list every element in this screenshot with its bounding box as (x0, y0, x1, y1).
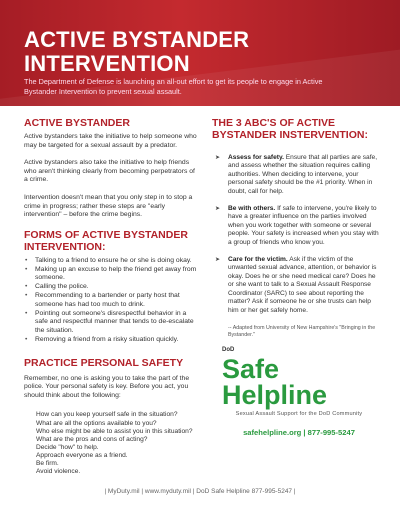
list-item: Decide "how" to help. (36, 443, 99, 451)
page-subtitle: The Department of Defense is launching an all-out effort to get its people to engage in Active Bystander Intervention to prevent sexual assault. (24, 77, 323, 96)
abc-item-lead: Assess for safety. (228, 154, 284, 161)
list-item: • Pointing out someone's disrespectful behavior in a safe and respectful manner that tends to de-escalate the situation. (24, 310, 200, 336)
abc-item-lead: Care for the victim. (228, 256, 288, 264)
list-item: • Calling the police. (24, 283, 200, 292)
logo-tagline: Sexual Assault Support for the DoD Community (235, 411, 363, 417)
adapted-note: -- Adapted from University of New Hampshire's "Bringing in the Bystander." (228, 324, 376, 338)
arrow-bullet-icon: ➤ (215, 155, 221, 161)
list-item: What are all the options available to you? (36, 419, 157, 427)
list-item: What are the pros and cons of acting? (36, 435, 148, 443)
abc-item-lead: Be with others. (228, 205, 276, 213)
active-bystander-paragraph: Intervention doesn't mean that you only step in to stop a crime in progress; rather these steps are "early intervention" – before the crime begins. (24, 193, 193, 219)
list-item: Approach everyone as a friend. (36, 451, 128, 459)
list-item: How can you keep yourself safe in the situation? (36, 411, 178, 419)
list-item: • Recommending to a bartender or party host that someone has had too much to drink. (24, 292, 200, 309)
logo-org: DoD (222, 347, 235, 353)
personal-safety-list (36, 411, 200, 476)
safe-helpline-logo (222, 345, 378, 445)
logo-word-safe: Safe (222, 354, 280, 384)
abc-heading: THE 3 ABC'S OF ACTIVE BYSTANDER INSTERVENTION: (212, 117, 368, 141)
abc-item-text: If safe to intervene, you're likely to have a greater influence on the parties involved when you work together with someone or several people. Your safety is increased when you stay with a group of friends who know you. (228, 205, 379, 246)
list-item: • Removing a friend from a risky situation quickly. (24, 336, 200, 345)
active-bystander-paragraph: Active bystanders take the initiative to help someone who may be targeted for a sexual assault by a predator. (24, 133, 197, 149)
right-column (212, 117, 380, 338)
abc-item-text: Ensure that all parties are safe, and assess whether the situation requires calling authorities. When deciding to intervene, your personal safety should be the #1 priority. When in doubt, call for help. (228, 154, 378, 195)
abc-item (212, 205, 380, 247)
list-item: Avoid violence. (36, 468, 81, 476)
abc-item-text: Ask if the victim of the unwanted sexual advance, attention, or behavior is okay. Does he or she need medical care? Does he or she want to talk to a Sexual Assault Response Coordinator (SARC) to see about reporting the matter? Ask if someone he or she trusts can help him or her get safely home. (228, 256, 377, 314)
forms-list (24, 257, 200, 345)
left-column (24, 117, 200, 476)
list-item: • Making up an excuse to help the friend get away from someone. (24, 266, 200, 283)
active-bystander-heading: ACTIVE BYSTANDER (24, 117, 130, 129)
abc-item (212, 256, 380, 315)
forms-heading: FORMS OF ACTIVE BYSTANDER INTERVENTION: (24, 228, 188, 253)
arrow-bullet-icon: ➤ (215, 257, 221, 264)
arrow-bullet-icon: ➤ (215, 206, 221, 213)
list-item: Be firm. (36, 459, 59, 467)
personal-safety-heading: PRACTICE PERSONAL SAFETY (24, 356, 184, 369)
list-item: Who else might be able to assist you in this situation? (36, 427, 193, 435)
abc-item (212, 154, 380, 196)
abc-list (212, 154, 380, 315)
active-bystander-paragraph: Active bystanders also take the initiative to help friends who aren't thinking clearly from becoming perpetrators of a crime. (24, 159, 195, 184)
header-banner (0, 0, 400, 106)
list-item: • Talking to a friend to ensure he or she is doing okay. (24, 257, 200, 266)
logo-word-helpline: Helpline (222, 380, 328, 410)
personal-safety-intro: Remember, no one is asking you to take the part of the police. Your personal safety is key. Before you act, you should think about the following: (24, 374, 190, 399)
page-title: ACTIVE BYSTANDER INTERVENTION (24, 27, 250, 76)
footer: | MyDuty.mil | www.myduty.mil | DoD Safe Helpline 877-995-5247 | (104, 488, 296, 495)
helpline-website-link[interactable]: safehelpline.org | 877-995-5247 (243, 428, 355, 437)
